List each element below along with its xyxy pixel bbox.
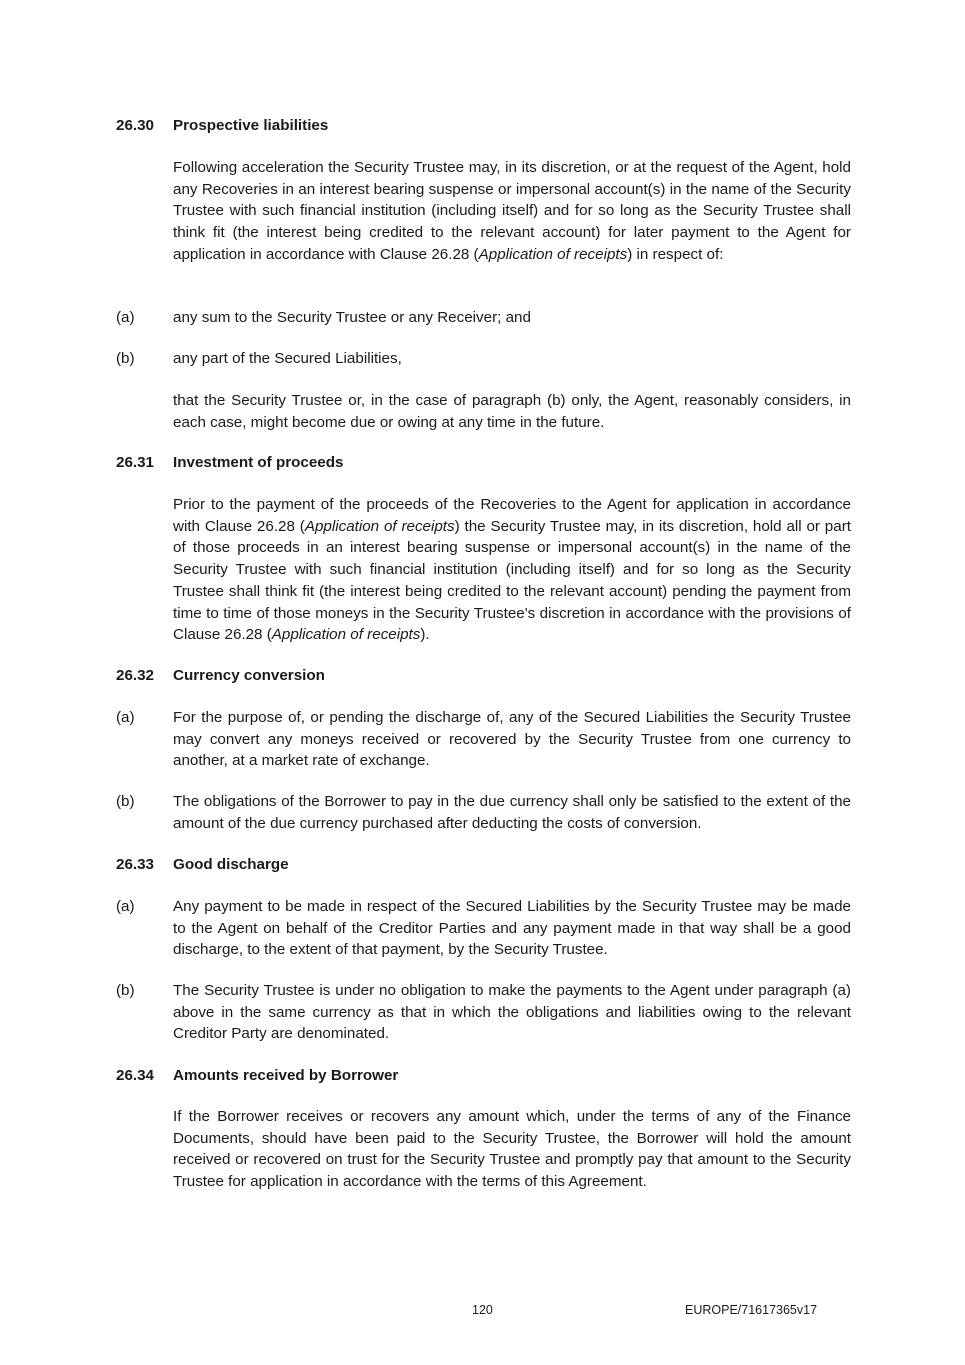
section-heading-26-30: [116, 115, 328, 137]
closing-paragraph: that the Security Trustee or, in the case of paragraph (b) only, the Agent, reasonably considers, in each case, might become due or owing at any time in the future.: [173, 392, 851, 431]
section-paragraph: [173, 157, 851, 266]
section-title: Currency conversion: [173, 667, 325, 684]
section-number: 26.33: [116, 856, 155, 873]
item-label: (b): [116, 982, 135, 999]
section-heading-26-32: [116, 665, 325, 687]
clause-reference: Application of receipts: [304, 517, 455, 535]
item-text: Any payment to be made in respect of the Secured Liabilities by the Security Trustee may be made to the Agent on behalf of the Creditor Parties and any payment made in that way shall be a good discharge, to the extent of that payment, by the Security Trustee.: [173, 898, 851, 959]
paragraph-text: Prior to the payment of the proceeds of the Recoveries to the Agent for application in accordance with Clause 26.28 (: [173, 496, 851, 535]
item-label: (a): [116, 898, 135, 915]
section-number: 26.31: [116, 454, 155, 471]
section-heading-26-33: [116, 854, 289, 876]
section-paragraph: [173, 494, 851, 646]
clause-reference: Application of receipts: [478, 245, 628, 263]
section-number: 26.34: [116, 1067, 155, 1084]
section-heading-26-31: [116, 452, 343, 474]
item-text: The obligations of the Borrower to pay in the due currency shall only be satisfied to the extent of the amount of the due currency purchased after deducting the costs of conversion.: [173, 793, 851, 832]
item-text: any part of the Secured Liabilities,: [173, 350, 402, 367]
clause-reference: Application of receipts: [271, 626, 421, 644]
item-label: (b): [116, 350, 135, 367]
paragraph-text: ).: [420, 626, 430, 644]
item-text: any sum to the Security Trustee or any Receiver; and: [173, 309, 531, 326]
section-title: Investment of proceeds: [173, 454, 344, 471]
item-label: (a): [116, 709, 135, 726]
section-heading-26-34: [116, 1065, 398, 1087]
item-text: The Security Trustee is under no obligation to make the payments to the Agent under paragraph (a) above in the same currency as that in which the obligations and liabilities owing to the relevant Creditor Party are denominated.: [173, 982, 851, 1043]
section-title: Amounts received by Borrower: [173, 1067, 399, 1084]
section-number: 26.32: [116, 667, 155, 684]
section-number: 26.30: [116, 117, 155, 134]
document-reference: EUROPE/71617365v17: [685, 1303, 818, 1317]
section-paragraph: If the Borrower receives or recovers any amount which, under the terms of any of the Finance Documents, should have been paid to the Security Trustee, the Borrower will hold the amount received or recovered on trust for the Security Trustee and promptly pay that amount to the Security Trustee for application in accordance with the terms of this Agreement.: [173, 1108, 851, 1191]
item-text: For the purpose of, or pending the discharge of, any of the Secured Liabilities the Security Trustee may convert any moneys received or recovered by the Security Trustee from one currency to another, at a market rate of exchange.: [173, 709, 851, 770]
item-label: (a): [116, 309, 135, 326]
paragraph-text: ) the Security Trustee may, in its discretion, hold all or part of those proceeds in an interest bearing suspense or impersonal account(s) in the name of the Security Trustee with such financial institution (including itself) and for so long as the Security Trustee shall think fit (the interest being credited to the relevant account) pending the payment from time to time of those moneys in the Security Trustee's discretion in accordance with the provisions of Clause 26.28 (: [173, 517, 851, 644]
section-title: Prospective liabilities: [173, 117, 329, 134]
page-number: 120: [472, 1303, 493, 1317]
paragraph-text: ) in respect of:: [627, 245, 724, 263]
section-title: Good discharge: [173, 856, 289, 873]
item-label: (b): [116, 793, 135, 810]
paragraph-text: Following acceleration the Security Trustee may, in its discretion, or at the request of the Agent, hold any Recoveries in an interest bearing suspense or impersonal account(s) in the name of the Security Trustee with such financial institution (including itself) and for so long as the Security Trustee shall think fit (the interest being credited to the relevant account) for later payment to the Agent for application in accordance with Clause 26.28 (: [173, 159, 851, 263]
